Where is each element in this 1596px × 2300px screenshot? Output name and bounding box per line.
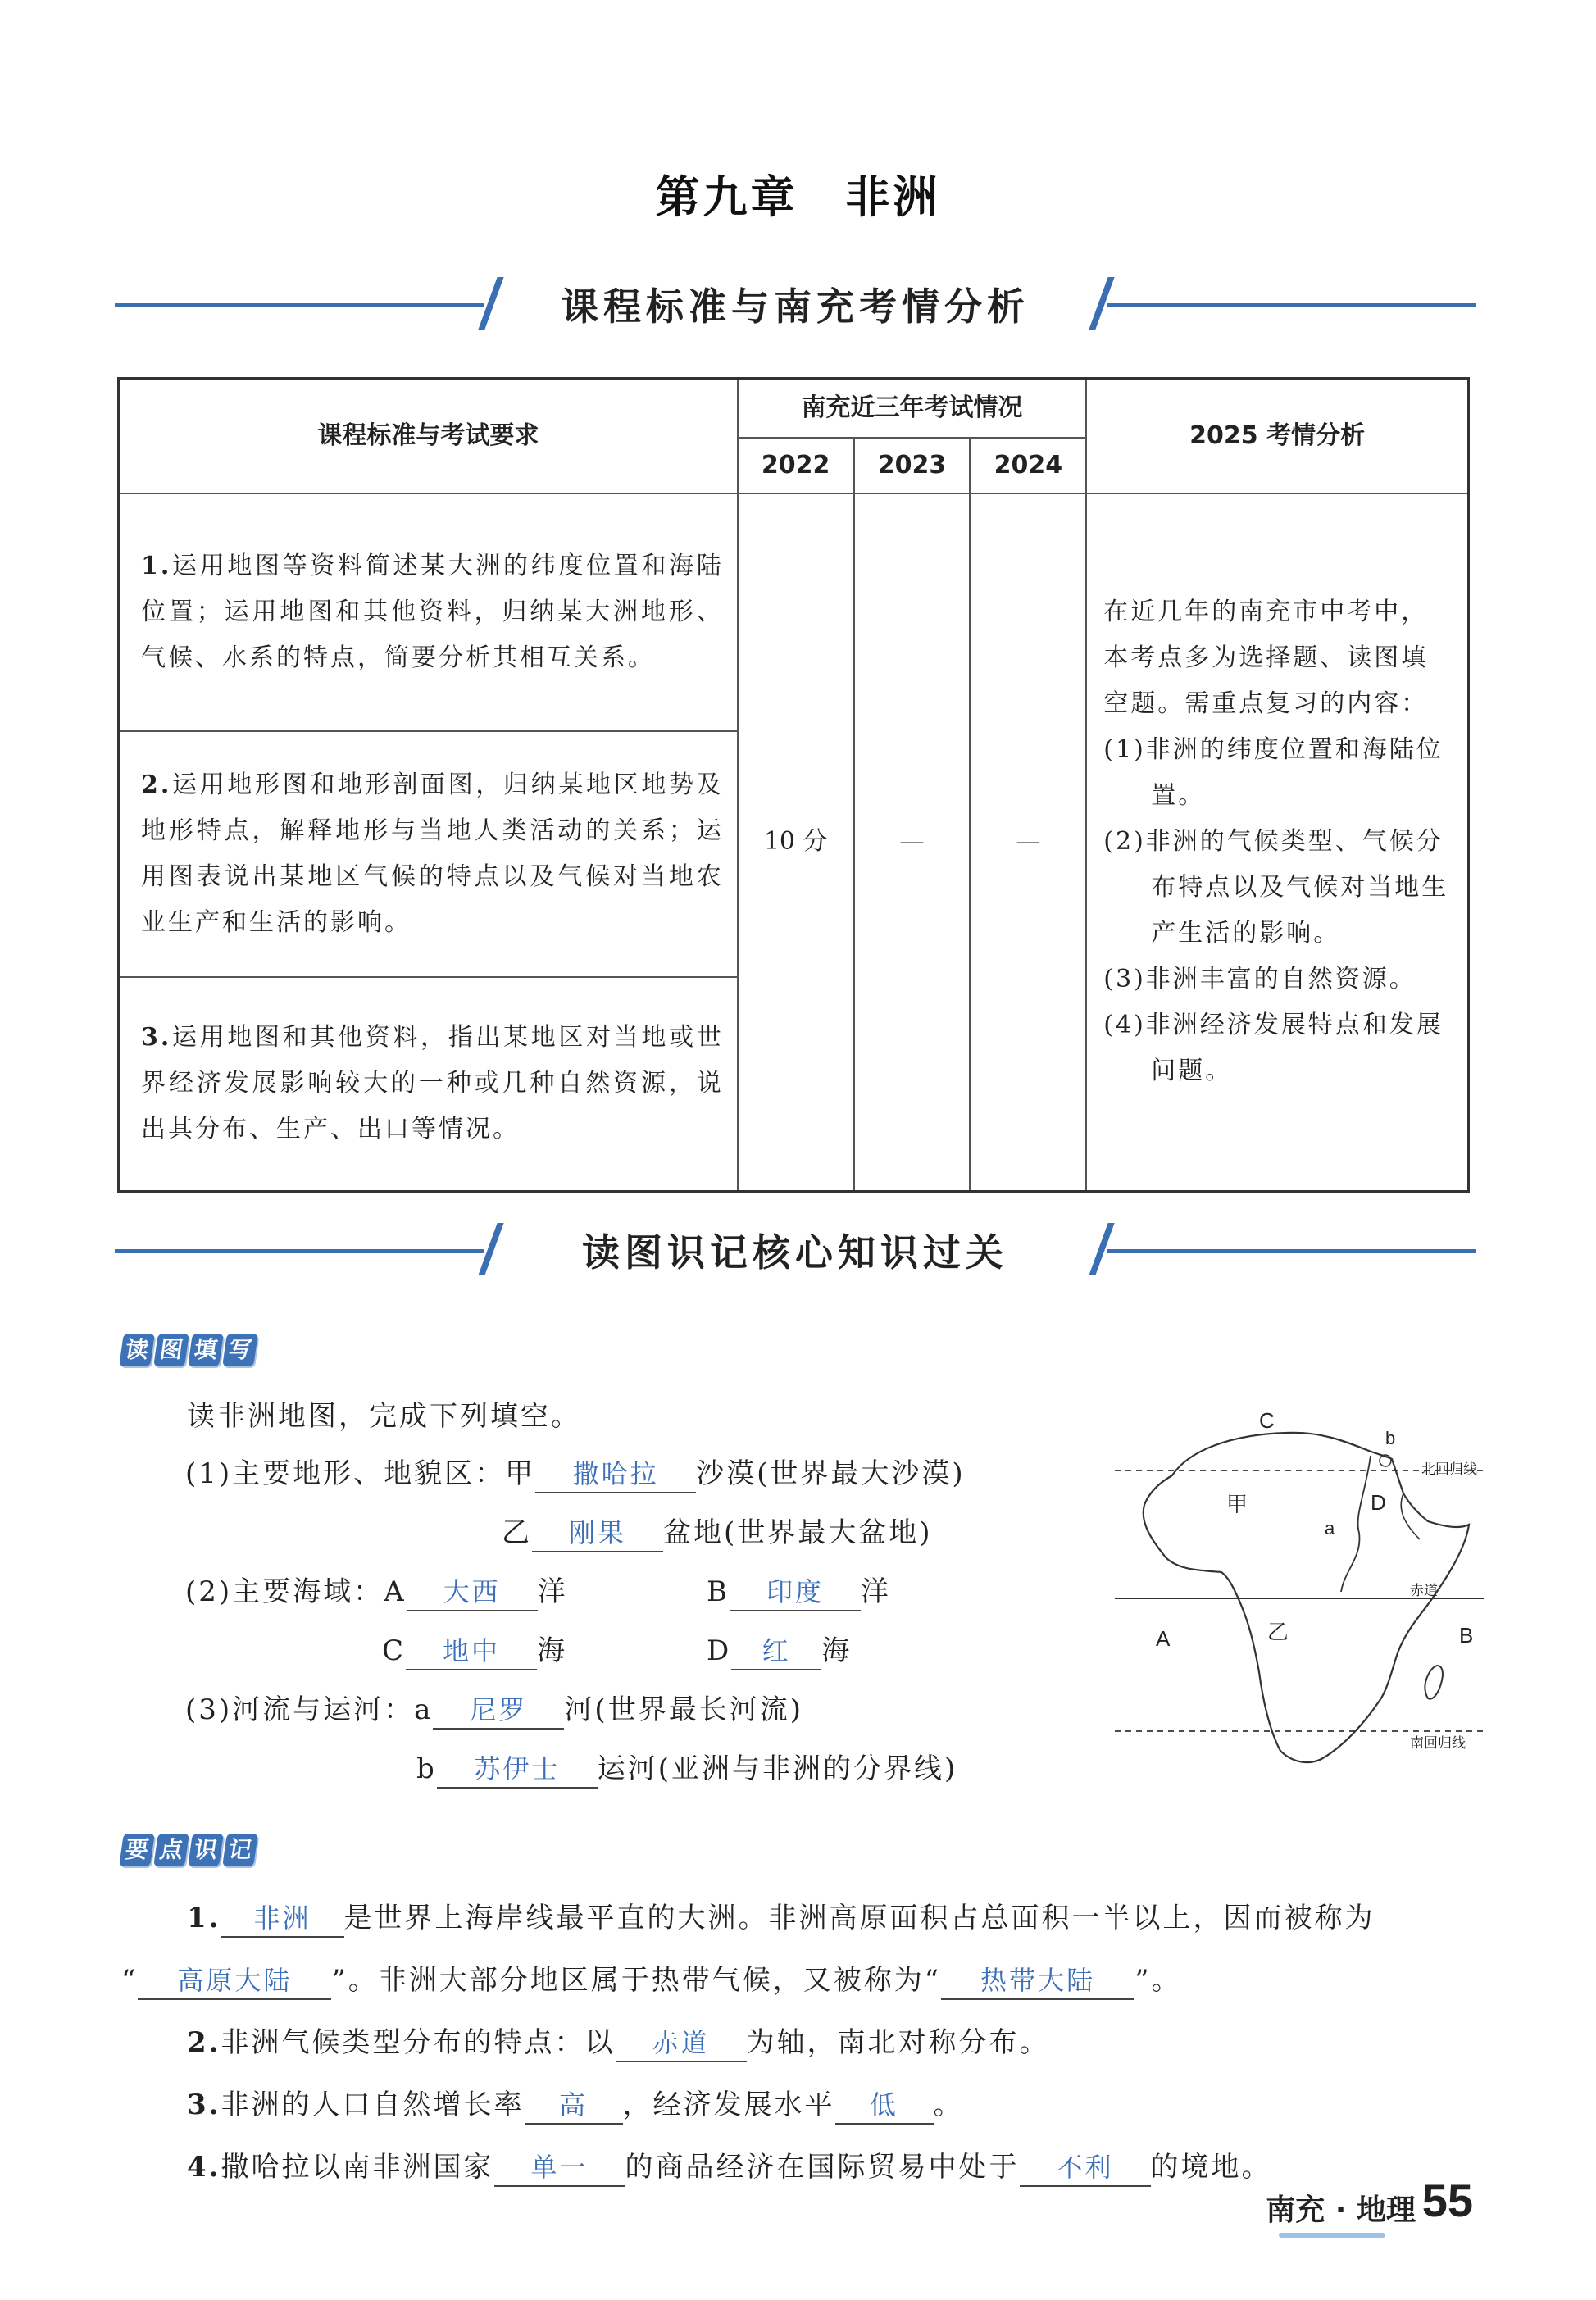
answer-blank: 大西: [407, 1574, 538, 1611]
point-text: “: [121, 1964, 139, 1997]
read-map-intro: 读非洲地图，完成下列填空。: [187, 1400, 581, 1433]
standards-table: [117, 377, 1470, 1193]
answer-blank: 撒哈拉: [535, 1456, 696, 1493]
point-text: ”。非洲大部分地区属于热带气候，又被称为“: [331, 1964, 942, 1997]
madagascar-outline: [1425, 1666, 1443, 1699]
tag-char: 识: [188, 1834, 224, 1866]
map-label-tropic-north: 北回归线: [1421, 1461, 1477, 1478]
chapter-title: 第九章 非洲: [655, 171, 941, 223]
point-number: 2.: [187, 2026, 221, 2059]
score-2023: —: [854, 493, 971, 1192]
header-year-2023: 2023: [854, 438, 971, 493]
point-number: 3.: [187, 2089, 221, 2121]
point-text: 是世界上海岸线最平直的大洲。非洲高原面积占总面积一半以上，因而被称为: [343, 1902, 1375, 1934]
map-label-a-small: a: [1325, 1518, 1335, 1539]
header-exam: 南充近三年考试情况: [738, 379, 1087, 438]
question-text: 盆地(世界最大盆地): [663, 1516, 933, 1549]
point-text: 非洲的人口自然增长率: [221, 2089, 525, 2121]
question-2-line-2b: [707, 1628, 852, 1670]
requirement-text: 运用地形图和地形剖面图，归纳某地区地势及地形特点，解释地形与当地人类活动的关系；运用图表说出某地区气候的特点以及气候对当地农业生产和生活的影响。: [141, 770, 724, 937]
point-text: 的商品经济在国际贸易中处于: [625, 2151, 1020, 2184]
requirement-number: 1.: [141, 551, 172, 580]
red-sea: [1401, 1493, 1420, 1539]
question-text: 沙漠(世界最大沙漠): [696, 1457, 966, 1490]
question-text: D: [707, 1634, 732, 1667]
analysis-item: (1)非洲的纬度位置和海陆位置。: [1103, 735, 1444, 811]
point-text: ，经济发展水平: [622, 2089, 835, 2121]
requirement-1: [119, 493, 738, 731]
header-requirements: 课程标准与考试要求: [119, 379, 738, 493]
requirement-3: [119, 977, 738, 1192]
question-3-line-2: [416, 1746, 957, 1789]
question-1-line-2: [502, 1510, 933, 1552]
map-label-tropic-south: 南回归线: [1410, 1735, 1466, 1752]
question-1-line-1: [185, 1451, 966, 1493]
header-year-2024: 2024: [970, 438, 1086, 493]
map-label-d: D: [1371, 1490, 1386, 1515]
requirement-number: 2.: [141, 770, 172, 799]
africa-map: [1098, 1402, 1484, 1787]
section-title-standards: 课程标准与南充考情分析: [561, 284, 1030, 329]
page-number: 55: [1421, 2175, 1473, 2226]
map-label-yi: 乙: [1267, 1620, 1289, 1644]
analysis-item: (2)非洲的气候类型、气候分布特点以及气候对当地生产生活的影响。: [1103, 827, 1449, 948]
question-text: 海: [821, 1634, 853, 1667]
question-text: 乙: [502, 1516, 532, 1549]
question-text: 运河(亚洲与非洲的分界线): [597, 1752, 958, 1785]
map-label-c: C: [1259, 1408, 1275, 1433]
banner-line-left: [115, 1249, 484, 1253]
nile-river: [1341, 1456, 1371, 1592]
requirement-2: [119, 731, 738, 977]
question-text: B: [707, 1575, 730, 1608]
section-banner-knowledge: [115, 1216, 1476, 1282]
point-text: 非洲气候类型分布的特点：以: [221, 2026, 616, 2059]
question-2-line-2: [382, 1628, 567, 1670]
question-3-line-1: [185, 1687, 803, 1730]
key-point-4: [187, 2144, 1272, 2187]
point-text: 。: [933, 2089, 964, 2121]
score-2022: 10 分: [738, 493, 854, 1192]
question-text: b: [416, 1752, 437, 1785]
map-label-b: B: [1459, 1623, 1474, 1648]
answer-blank: 单一: [494, 2149, 625, 2187]
point-text: 为轴，南北对称分布。: [746, 2026, 1050, 2059]
analysis-intro: 在近几年的南充市中考中，本考点多为选择题、读图填空题。需重点复习的内容：: [1103, 598, 1429, 719]
answer-blank: 地中: [406, 1633, 537, 1670]
tag-read-map: [121, 1331, 256, 1369]
banner-line-right: [1107, 303, 1476, 307]
tag-char: 图: [153, 1334, 189, 1366]
question-text: 海: [537, 1634, 568, 1667]
banner-line-right: [1107, 1249, 1476, 1253]
point-text: 的境地。: [1150, 2151, 1272, 2184]
banner-line-left: [115, 303, 484, 307]
answer-blank: 印度: [730, 1574, 861, 1611]
footer-label: 南充 · 地理: [1266, 2193, 1416, 2227]
answer-blank: 非洲: [221, 1900, 344, 1938]
tag-char: 填: [188, 1334, 224, 1366]
question-text: 河(世界最长河流): [564, 1693, 803, 1726]
question-text: (3)河流与运河：a: [185, 1693, 434, 1726]
question-text: 洋: [861, 1575, 891, 1608]
point-number: 1.: [187, 1902, 221, 1934]
map-label-jia: 甲: [1226, 1492, 1248, 1516]
answer-blank: 不利: [1020, 2149, 1151, 2187]
question-text: 洋: [537, 1575, 568, 1608]
requirement-number: 3.: [141, 1023, 172, 1052]
map-label-a: A: [1156, 1626, 1171, 1651]
tag-char: 读: [119, 1334, 155, 1366]
question-text: (2)主要海域：A: [185, 1575, 407, 1608]
section-banner-standards: [115, 270, 1476, 336]
key-point-1-line-1: [187, 1895, 1375, 1938]
question-2-line-1: [185, 1569, 568, 1611]
requirement-text: 运用地图等资料简述某大洲的纬度位置和海陆位置；运用地图和其他资料，归纳某大洲地形、气候、水系的特点，简要分析其相互关系。: [141, 551, 724, 672]
answer-blank: 赤道: [616, 2025, 747, 2062]
requirement-text: 运用地图和其他资料，指出某地区对当地或世界经济发展影响较大的一种或几种自然资源，说出其分布、生产、出口等情况。: [141, 1023, 724, 1144]
key-point-1-line-2: [121, 1957, 1182, 2000]
analysis-cell: [1086, 493, 1468, 1192]
question-text: C: [382, 1634, 407, 1667]
footer-bar: [1279, 2233, 1385, 2238]
header-analysis: 2025 考情分析: [1086, 379, 1468, 493]
tag-char: 点: [153, 1834, 189, 1866]
key-point-2: [187, 2020, 1050, 2062]
answer-blank: 苏伊士: [437, 1751, 598, 1789]
section-title-knowledge: 读图识记核心知识过关: [582, 1230, 1008, 1275]
answer-blank: 热带大陆: [941, 1962, 1134, 2000]
point-number: 4.: [187, 2151, 221, 2184]
answer-blank: 红: [731, 1633, 821, 1670]
answer-blank: 高原大陆: [138, 1962, 331, 2000]
point-text: ”。: [1134, 1964, 1182, 1997]
tag-key-points: [121, 1831, 256, 1869]
answer-blank: 高: [525, 2087, 623, 2125]
answer-blank: 尼罗: [433, 1692, 564, 1730]
map-label-equator: 赤道: [1410, 1583, 1438, 1599]
answer-blank: 刚果: [532, 1515, 663, 1552]
tag-char: 要: [119, 1834, 155, 1866]
header-year-2022: 2022: [738, 438, 854, 493]
map-label-b-small: b: [1385, 1428, 1396, 1448]
score-2024: —: [970, 493, 1086, 1192]
tag-char: 记: [222, 1834, 258, 1866]
answer-blank: 低: [835, 2087, 934, 2125]
question-2-line-1b: [707, 1569, 891, 1611]
key-point-3: [187, 2082, 964, 2125]
analysis-item: (3)非洲丰富的自然资源。: [1103, 965, 1416, 994]
question-text: (1)主要地形、地貌区：甲: [185, 1457, 536, 1490]
analysis-item: (4)非洲经济发展特点和发展问题。: [1103, 1011, 1444, 1086]
tag-char: 写: [222, 1334, 258, 1366]
point-text: 撒哈拉以南非洲国家: [221, 2151, 494, 2184]
